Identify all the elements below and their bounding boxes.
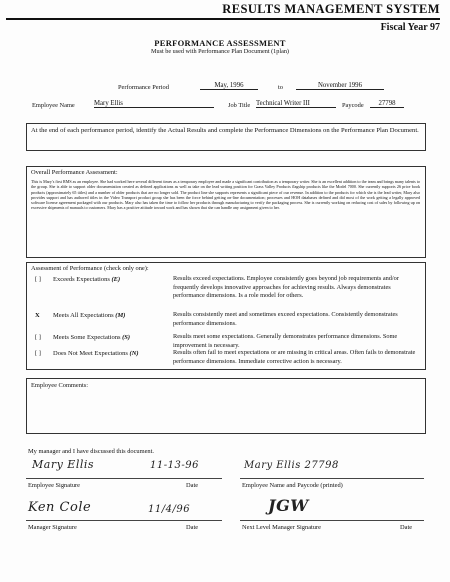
- assessment-label: Assessment of Performance (check only one):: [31, 265, 149, 272]
- option-code: (S): [122, 334, 131, 341]
- manager-signature-date[interactable]: 11/4/96: [148, 504, 191, 515]
- option-checkbox[interactable]: [ ]: [35, 276, 41, 283]
- option-code: (E): [111, 276, 121, 283]
- option-code: (M): [115, 312, 126, 319]
- paycode-label: Paycode: [342, 102, 364, 109]
- option-label: Does Not Meet Expectations: [53, 350, 128, 357]
- option-description: Results meet some expectations. Generally demonstrates performance dimensions. Some improvement is necessary.: [173, 333, 398, 349]
- option-checkbox[interactable]: [ ]: [35, 350, 41, 357]
- job-title-field[interactable]: Technical Writer III: [256, 100, 336, 108]
- fiscal-year: Fiscal Year 97: [380, 22, 440, 33]
- option-label: Meets Some Expectations: [53, 334, 121, 341]
- employee-date-label: Date: [186, 482, 199, 489]
- header-rule: [6, 18, 440, 20]
- employee-signature-line: [26, 478, 222, 479]
- option-label: Exceeds Expectations: [53, 276, 110, 283]
- next-level-signature-label: Next Level Manager Signature: [242, 524, 321, 531]
- manager-signature-label: Manager Signature: [28, 524, 77, 531]
- employee-signature-date[interactable]: 11-13-96: [150, 460, 199, 471]
- paycode-field[interactable]: 27798: [370, 100, 404, 108]
- system-title: RESULTS MANAGEMENT SYSTEM: [222, 2, 440, 16]
- manager-signature[interactable]: Ken Cole: [28, 500, 92, 515]
- instructions-box: [26, 123, 426, 151]
- period-label: Performance Period: [118, 84, 169, 91]
- instructions-text: At the end of each performance period, identify the Actual Results and complete the Performance Dimensions on the Performance Plan Document.: [31, 127, 419, 134]
- period-to-label: to: [278, 84, 283, 91]
- manager-signature-line: [26, 520, 222, 521]
- employee-comments-label: Employee Comments:: [31, 382, 88, 389]
- option-description: Results exceed expectations. Employee consistently goes beyond job requirements and/or frequently develops innovative approaches for achieving results. Always demonstrates performance dimensions. Is a role model for others.: [173, 275, 399, 300]
- employee-name-field[interactable]: Mary Ellis: [94, 100, 214, 108]
- option-checkbox[interactable]: [ ]: [35, 334, 41, 341]
- overall-assessment-text: This is Mary's first RMS as an employee. She had worked here several different times as a temporary employee and made a significant contribution as a temporary writer. She is an excellent addition to the team and brings many talents to the group. She is able to support older documentation created as defined applications as well as take on the lead writing position for Grass Valley Products flagship products like the Model 7000. She currently supports 26 price book products (approximately 65 titles) and a number of older products that are no longer sold. The product line she supports represents a significant piece of our revenue. In addition to the products for which she is the lead writer, Mary also provides support and has authored titles in the Video Transport product group she has been the force behind getting on-line documentation; processes and HOH databases defined and did most of the work getting a legally approved software license agreement packaged with our products. Mary also has taken the time to follow her products through manufacturing to verify the packaging process. She is currently working on reducing cost of sales by following up on excessive shipments of manuals to customers. Mary has a positive attitude toward work and has shown that she can handle any assignment given to her.: [31, 179, 420, 211]
- option-code: (N): [129, 350, 139, 357]
- period-start-field[interactable]: May, 1996: [200, 82, 258, 90]
- printed-name-paycode[interactable]: Mary Ellis 27798: [244, 460, 339, 471]
- option-description: Results often fail to meet expectations or are missing in critical areas. Often fails to demonstrate performance dimensions. Immediate corrective action is necessary.: [173, 349, 416, 365]
- printed-name-label: Employee Name and Paycode (printed): [242, 482, 343, 489]
- period-end-field[interactable]: November 1996: [296, 82, 384, 90]
- form-title: PERFORMANCE ASSESSMENT: [154, 38, 286, 48]
- employee-signature[interactable]: Mary Ellis: [32, 458, 95, 471]
- overall-assessment-label: Overall Performance Assessment:: [31, 169, 118, 176]
- next-level-date-label: Date: [400, 524, 413, 531]
- next-level-signature-line: [240, 520, 424, 521]
- overall-assessment-box[interactable]: [26, 166, 426, 258]
- option-label: Meets All Expectations: [53, 312, 114, 319]
- option-checkbox[interactable]: X: [35, 312, 40, 319]
- manager-date-label: Date: [186, 524, 199, 531]
- assessment-box: [26, 262, 426, 370]
- job-title-label: Job Title: [228, 102, 251, 109]
- discussed-statement: My manager and I have discussed this document.: [28, 448, 155, 455]
- next-level-manager-signature[interactable]: JGW: [268, 496, 309, 515]
- form-subtitle: Must be used with Performance Plan Document (1plan): [151, 48, 289, 55]
- employee-comments-box[interactable]: [26, 378, 426, 434]
- employee-name-label: Employee Name: [32, 102, 75, 109]
- employee-signature-label: Employee Signature: [28, 482, 80, 489]
- option-description: Results consistently meet and sometimes exceed expectations. Consistently demonstrates performance dimensions.: [173, 311, 398, 327]
- printed-name-line: [240, 478, 424, 479]
